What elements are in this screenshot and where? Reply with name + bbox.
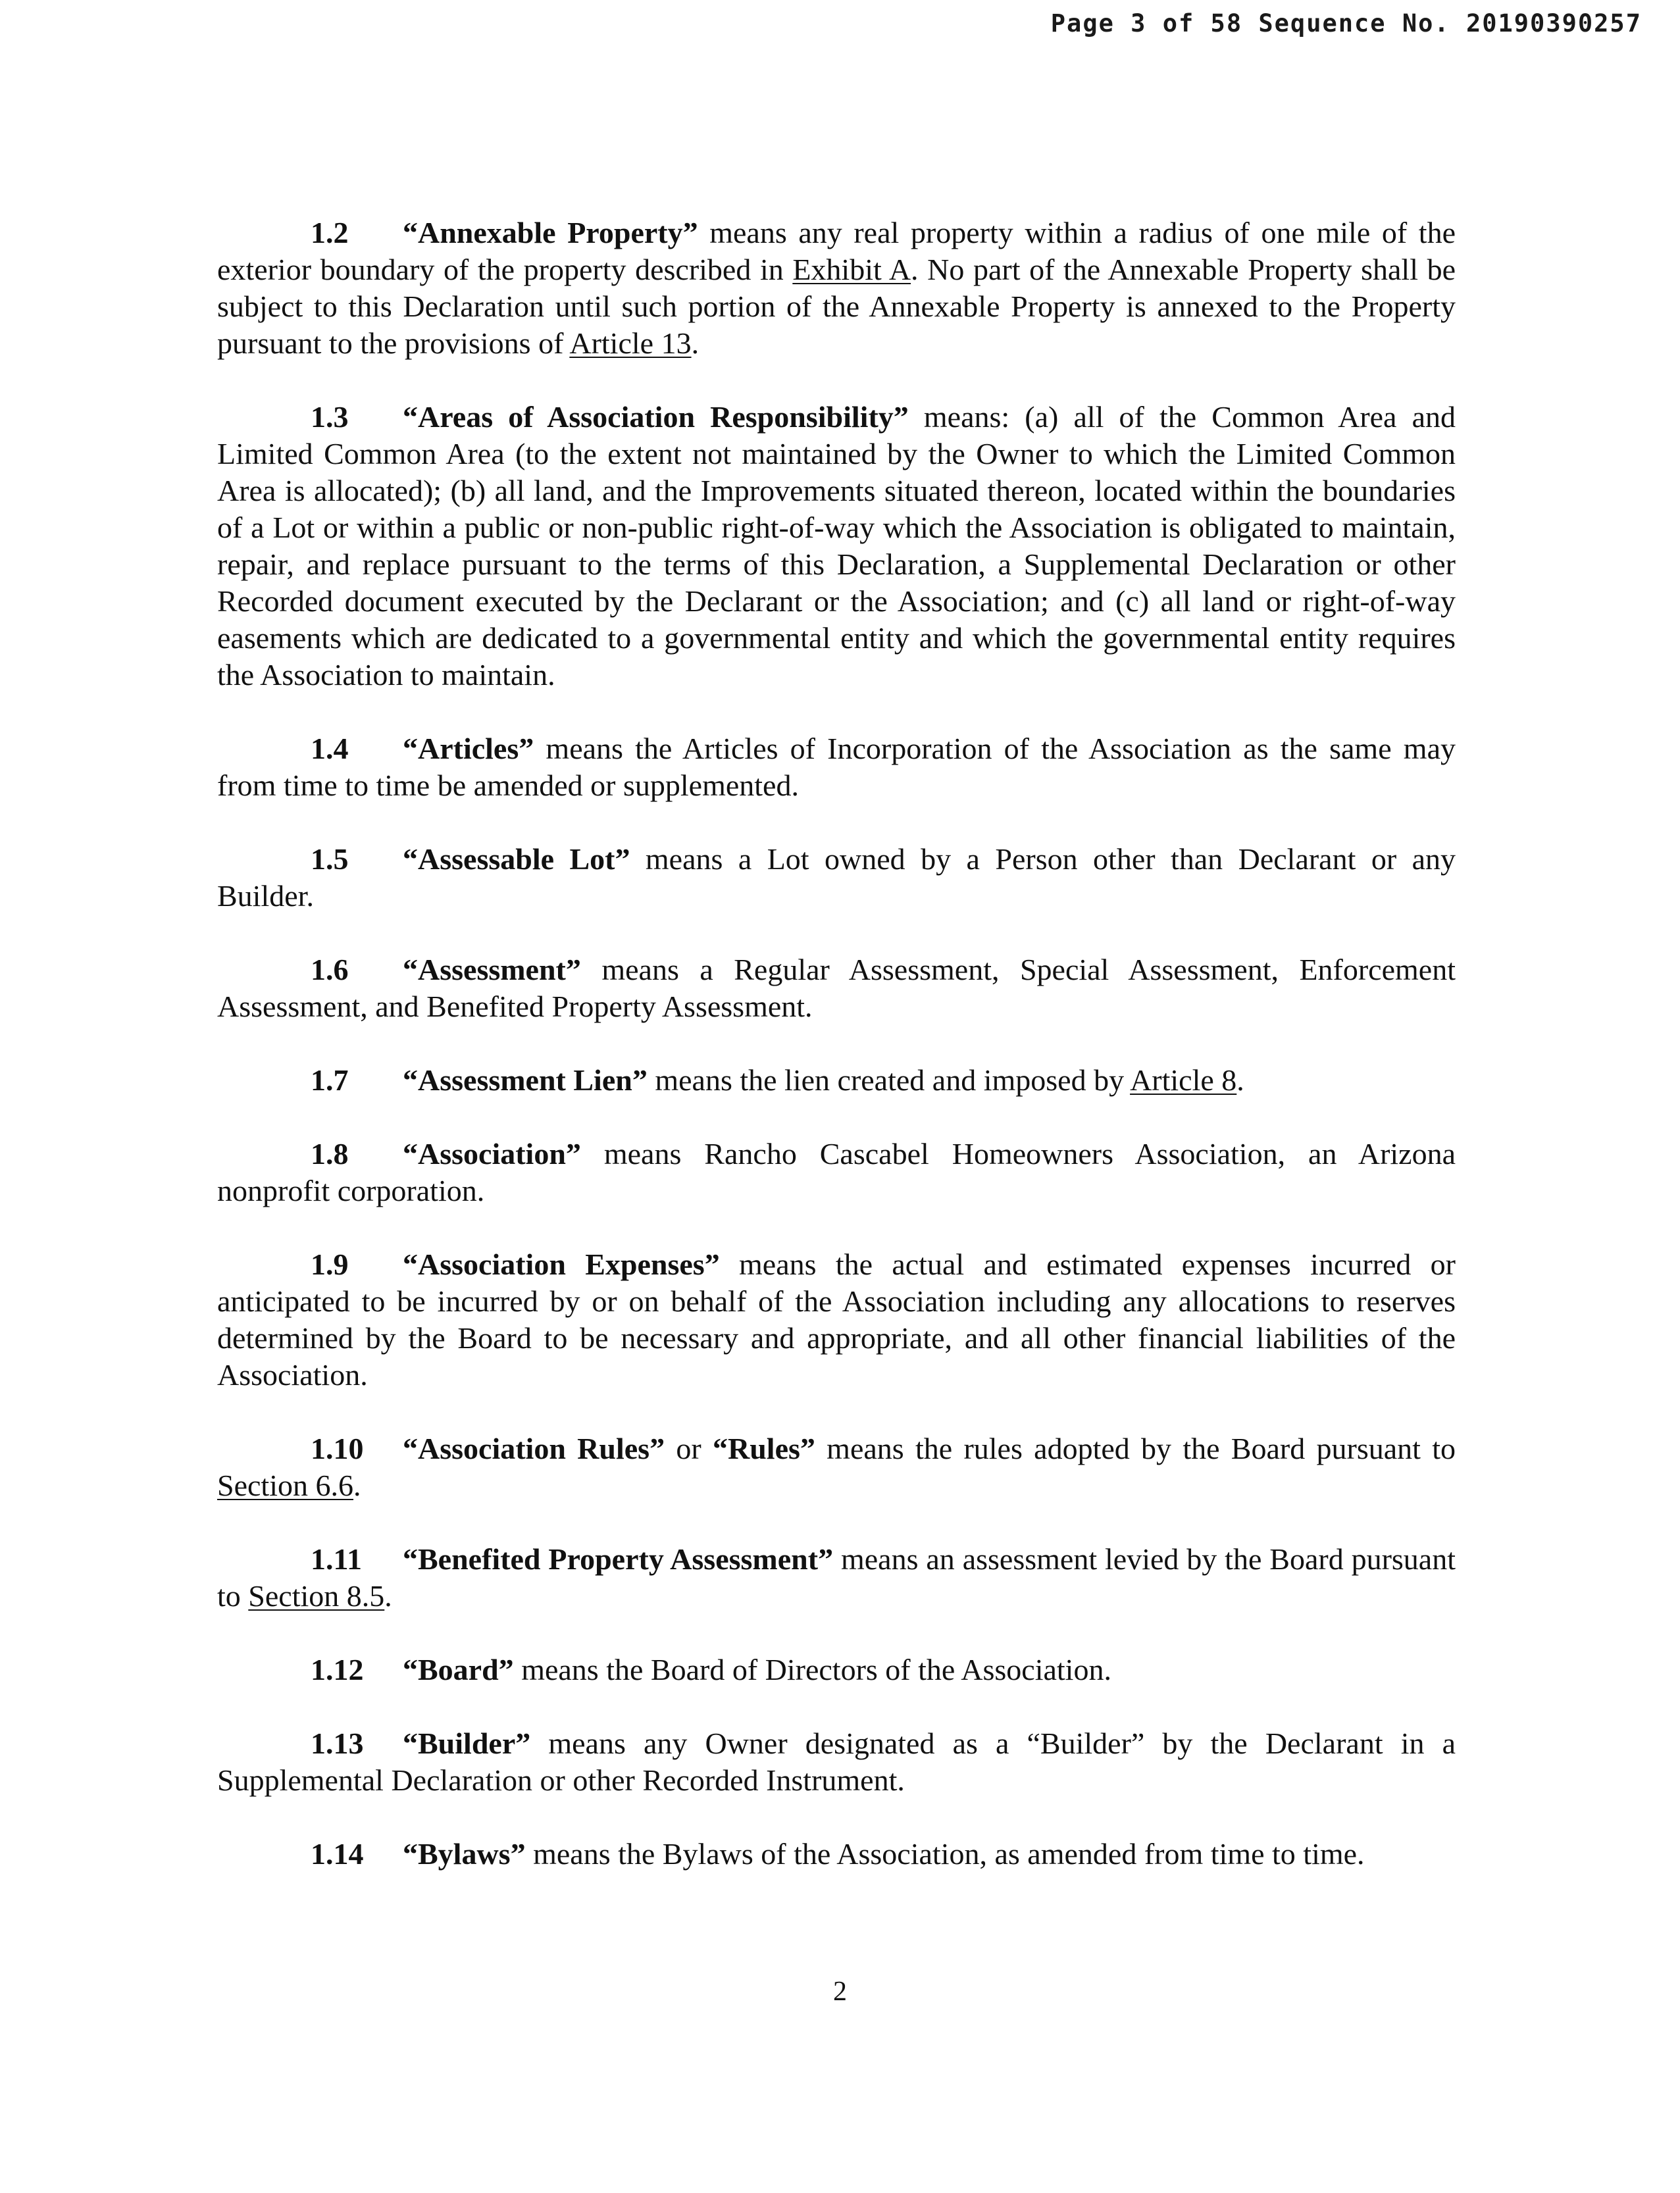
definition-text: or — [665, 1432, 713, 1465]
page-number: 2 — [833, 1977, 847, 2007]
defined-term: “Builder” — [403, 1727, 531, 1760]
section-number: 1.9 — [311, 1248, 349, 1281]
definition-1-4 — [217, 730, 1456, 804]
section-number: 1.5 — [311, 842, 349, 876]
definition-1-12 — [217, 1651, 1456, 1688]
section-number: 1.4 — [311, 732, 349, 765]
definition-text: means an assessment levied by the Board pursuant to — [217, 1542, 1456, 1613]
definition-1-9 — [217, 1246, 1456, 1394]
definition-text: means any real property within a radius of one mile of the exterior boundary of the property described in — [217, 216, 1456, 286]
definition-text: . No part of the Annexable Property shall be subject to this Declaration until such portion of the Annexable Property is annexed to the Property pursuant to the provisions of — [217, 253, 1456, 360]
definition-text: . — [384, 1579, 392, 1613]
section-8-5-link[interactable]: Section 8.5 — [248, 1579, 385, 1613]
definition-text: means a Regular Assessment, Special Assessment, Enforcement Assessment, and Benefited Property Assessment. — [217, 953, 1456, 1023]
defined-term: “Association Expenses” — [403, 1248, 720, 1281]
definition-1-6 — [217, 951, 1456, 1025]
definition-text: . — [691, 326, 700, 360]
definition-1-10 — [217, 1430, 1456, 1504]
definition-text: . — [1236, 1063, 1244, 1097]
article-8-link[interactable]: Article 8 — [1130, 1063, 1237, 1097]
section-number: 1.12 — [311, 1653, 364, 1686]
defined-term: “Areas of Association Responsibility” — [403, 400, 909, 434]
defined-term: “Board” — [403, 1653, 514, 1686]
section-number: 1.2 — [311, 216, 349, 249]
definition-1-7 — [217, 1062, 1456, 1099]
definition-text: means: (a) all of the Common Area and Limited Common Area (to the extent not maintained by the Owner to which the Limited Common Area is allocated); (b) all land, and the Improvements situated thereon, located within the boundaries of a Lot or within a public or non-public right-of-way which the Association is obligated to maintain, repair, and replace pursuant to the terms of this Declaration, a Supplemental Declaration or other Recorded document executed by the Declarant or the Association; and (c) all land or right-of-way easements which are dedicated to a governmental entity and which the governmental entity requires the Association to maintain. — [217, 400, 1456, 692]
definition-text: means the Board of Directors of the Association. — [513, 1653, 1111, 1686]
page-sequence-header: Page 3 of 58 Sequence No. 20190390257 — [1050, 9, 1642, 38]
definition-text: means the Bylaws of the Association, as amended from time to time. — [525, 1837, 1365, 1871]
defined-term: “Assessable Lot” — [403, 842, 630, 876]
article-13-link[interactable]: Article 13 — [569, 326, 692, 360]
definition-1-2 — [217, 214, 1456, 362]
section-number: 1.7 — [311, 1063, 349, 1097]
section-number: 1.13 — [311, 1727, 364, 1760]
definitions-body — [217, 214, 1456, 1909]
definition-1-11 — [217, 1541, 1456, 1615]
exhibit-a-link[interactable]: Exhibit A — [792, 253, 911, 286]
defined-term: “Assessment” — [403, 953, 581, 986]
definition-1-3 — [217, 399, 1456, 693]
defined-term: “Bylaws” — [403, 1837, 526, 1871]
section-number: 1.14 — [311, 1837, 364, 1871]
defined-term: “Association” — [403, 1137, 581, 1171]
definition-text: means the lien created and imposed by — [647, 1063, 1131, 1097]
section-number: 1.11 — [311, 1542, 362, 1576]
defined-term: “Assessment Lien” — [403, 1063, 648, 1097]
definition-text: . — [353, 1469, 361, 1502]
definition-text: means the rules adopted by the Board pursuant to — [815, 1432, 1456, 1465]
definition-text: means the actual and estimated expenses incurred or anticipated to be incurred by or on behalf of the Association including any allocations to reserves determined by the Board to be necessary and appropriate, and all other financial liabilities of the Association. — [217, 1248, 1456, 1392]
definition-1-14 — [217, 1836, 1456, 1873]
definition-text: means the Articles of Incorporation of the Association as the same may from time to time be amended or supplemented. — [217, 732, 1456, 802]
definition-text: means Rancho Cascabel Homeowners Association, an Arizona nonprofit corporation. — [217, 1137, 1456, 1207]
defined-term: “Benefited Property Assessment” — [403, 1542, 834, 1576]
definition-1-8 — [217, 1136, 1456, 1209]
definition-text: means any Owner designated as a “Builder” by the Declarant in a Supplemental Declaration or other Recorded Instrument. — [217, 1727, 1456, 1797]
section-number: 1.10 — [311, 1432, 364, 1465]
definition-1-13 — [217, 1725, 1456, 1799]
defined-term: “Association Rules” — [403, 1432, 665, 1465]
section-number: 1.3 — [311, 400, 349, 434]
defined-term: “Rules” — [712, 1432, 815, 1465]
section-number: 1.8 — [311, 1137, 349, 1171]
section-6-6-link[interactable]: Section 6.6 — [217, 1469, 353, 1502]
definition-text: means a Lot owned by a Person other than Declarant or any Builder. — [217, 842, 1456, 913]
definition-1-5 — [217, 841, 1456, 915]
section-number: 1.6 — [311, 953, 349, 986]
defined-term: “Annexable Property” — [403, 216, 698, 249]
defined-term: “Articles” — [403, 732, 534, 765]
